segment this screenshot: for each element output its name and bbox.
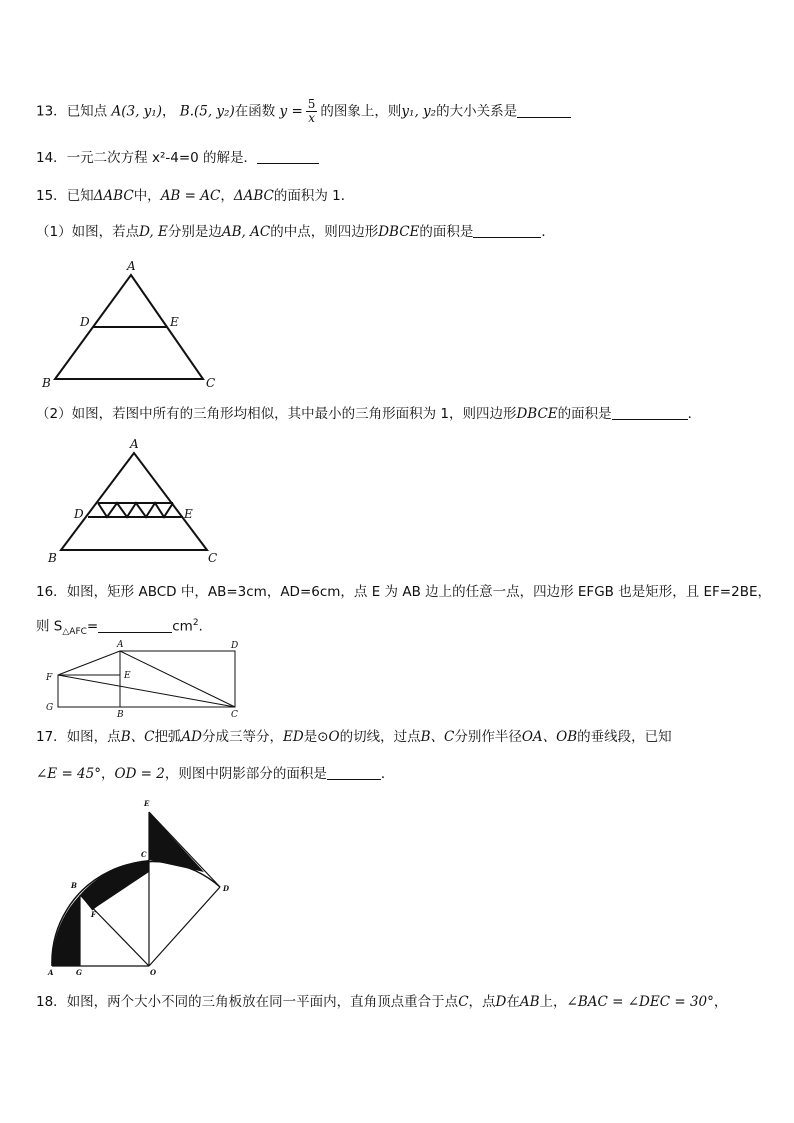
label-c: C xyxy=(206,376,216,390)
label-b: B xyxy=(117,710,124,720)
label-a: A xyxy=(130,437,139,451)
figure-15-1-triangle xyxy=(55,275,203,379)
label-o: O xyxy=(150,968,157,977)
question-number: 16． xyxy=(36,584,67,600)
question-17-line-2: ∠E = 45°，OD = 2，则图中阴影部分的面积是 ． xyxy=(36,766,395,782)
question-number: 17． xyxy=(36,729,67,745)
question-17: 17．如图，点B、C把弧AD分成三等分，ED是⊙O的切线，过点B、C分别作半径OA、OB的垂线段，已知 xyxy=(36,729,672,745)
question-number: 14． xyxy=(36,150,67,166)
label-g: G xyxy=(46,703,54,713)
figure-17-sector xyxy=(52,812,220,966)
label-f: F xyxy=(91,910,96,919)
label-f: F xyxy=(46,673,53,683)
label-e: E xyxy=(184,507,193,521)
figure-16-rectangles xyxy=(58,651,235,707)
label-b: B xyxy=(71,881,77,890)
question-15-part-1: （1）如图，若点D, E分别是边AB, AC的中点，则四边形DBCE的面积是 ． xyxy=(36,224,555,240)
question-13: 13．已知点 A(3, y₁)， B.(5, y₂)在函数 y = $\frac{5}{x}$ 的图象上，则y₁, y₂的大小关系是 xyxy=(36,98,571,125)
label-c: C xyxy=(231,710,238,720)
question-number: 13． xyxy=(36,103,67,120)
question-18: 18．如图，两个大小不同的三角板放在同一平面内，直角顶点重合于点C，点D在AB上，∠BAC = ∠DEC = 30°， xyxy=(36,994,728,1010)
function-lhs: y = xyxy=(279,103,303,120)
question-15: 15．已知ΔABC中，AB = AC，ΔABC的面积为 1． xyxy=(36,188,355,204)
label-e: E xyxy=(144,799,150,808)
label-g: G xyxy=(76,968,82,977)
figure-15-2-triangle xyxy=(61,453,207,550)
point-b: B.(5, y₂) xyxy=(179,103,235,120)
label-d: D xyxy=(223,884,230,893)
question-16-line-2: 则 $S_{\triangle AFC}= cm^2$. xyxy=(36,618,203,638)
label-c: C xyxy=(141,850,147,859)
label-a: A xyxy=(117,640,124,650)
label-d: D xyxy=(80,315,90,329)
label-a: A xyxy=(48,968,54,977)
label-c: C xyxy=(208,551,218,565)
question-number: 15． xyxy=(36,188,67,204)
label-b: B xyxy=(48,551,57,565)
label-a: A xyxy=(127,259,136,273)
label-b: B xyxy=(42,376,51,390)
question-14: 14．一元二次方程 x²-4=0 的解是． xyxy=(36,148,319,168)
fraction-5-over-x: $\frac{5}{x}$ xyxy=(307,97,316,125)
question-number: 18． xyxy=(36,994,67,1010)
point-a: A(3, y₁) xyxy=(111,103,162,120)
question-16: 16．如图，矩形 ABCD 中，AB=3cm，AD=6cm，点 E 为 AB 边上的任意一点，四边形 EFGB 也是矩形，且 EF=2BE， xyxy=(36,584,771,600)
label-d: D xyxy=(74,507,84,521)
label-e: E xyxy=(124,671,131,681)
label-d: D xyxy=(231,641,239,651)
label-e: E xyxy=(170,315,179,329)
question-15-part-2: （2）如图，若图中所有的三角形均相似，其中最小的三角形面积为 1，则四边形DBCE的面积是 ． xyxy=(36,406,702,422)
